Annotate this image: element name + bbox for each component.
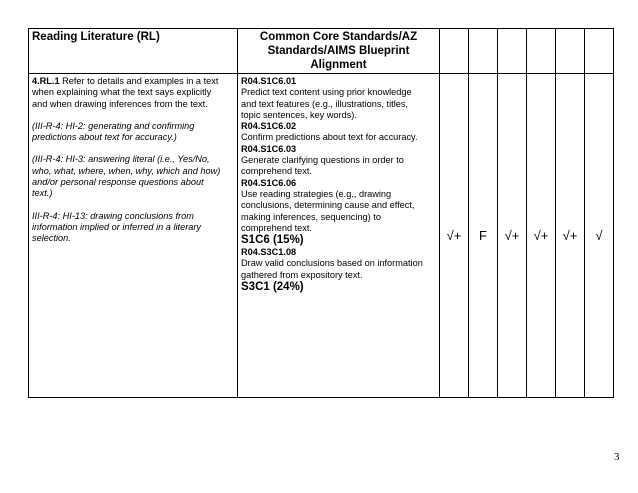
blueprint-percentage: S1C6 (15%) — [241, 234, 304, 247]
hi-note: (III-R-4: HI-3: answering literal (i.e., Yes/No, — [32, 154, 210, 165]
check-mark-cell: F — [469, 74, 498, 398]
az-standard-text: Generate clarifying questions in order to — [241, 155, 404, 166]
check-mark-cell: √+ — [556, 74, 585, 398]
check-mark-cell: √ — [585, 74, 614, 398]
standard-code: 4.RL.1 — [32, 76, 60, 86]
check-mark-cell: √+ — [527, 74, 556, 398]
hi-note: III-R-4: HI-13: drawing conclusions from — [32, 210, 194, 221]
hi-note: selection. — [32, 233, 71, 244]
hi-note: text.) — [32, 188, 53, 199]
az-standard-text: Draw valid conclusions based on information — [241, 258, 423, 269]
az-standard-text: conclusions, determining cause and effect, — [241, 200, 415, 211]
hi-note: who, what, where, when, why, which and how) — [32, 165, 221, 176]
reading-literature-standard — [29, 74, 238, 398]
header-empty-cell — [498, 29, 527, 74]
az-standard-text: comprehend text. — [241, 222, 312, 233]
az-standard-code: R04.S3C1.08 — [241, 247, 297, 258]
blueprint-percentage: S3C1 (24%) — [241, 281, 304, 294]
page-number: 3 — [614, 451, 620, 463]
az-standards-alignment — [238, 74, 440, 398]
az-standard-code: R04.S1C6.01 — [241, 76, 297, 86]
az-standard-text: Predict text content using prior knowledge — [241, 87, 412, 98]
header-cc-line2: Standards/AIMS Blueprint — [267, 45, 410, 57]
header-reading-literature — [29, 29, 238, 74]
standard-row — [29, 74, 614, 398]
hi-note: information implied or inferred in a literary — [32, 221, 202, 232]
az-standard-text: Use reading strategies (e.g., drawing — [241, 188, 392, 199]
az-standard-text: comprehend text. — [241, 166, 312, 177]
az-standard-text: Confirm predictions about text for accuracy. — [241, 132, 418, 143]
check-mark-cell: √+ — [440, 74, 469, 398]
header-cc-line1: Common Core Standards/AZ — [259, 31, 418, 43]
standard-text: when explaining what the text says explicitly — [32, 87, 212, 98]
hi-note: and/or personal response questions about — [32, 177, 204, 188]
header-empty-cell — [527, 29, 556, 74]
header-empty-cell — [585, 29, 614, 74]
header-empty-cell — [469, 29, 498, 74]
standard-text: Refer to details and examples in a text — [59, 76, 219, 86]
header-rl-text: Reading Literature (RL) — [32, 31, 160, 43]
header-cc-line3: Alignment — [310, 59, 367, 71]
header-empty-cell — [440, 29, 469, 74]
header-empty-cell — [556, 29, 585, 74]
az-standard-text: making inferences, sequencing) to — [241, 211, 381, 222]
standard-text: and when drawing inferences from the text. — [32, 98, 208, 109]
az-standard-text: topic sentences, key words). — [241, 109, 357, 120]
hi-note: (III-R-4: HI-2: generating and confirming — [32, 120, 195, 131]
header-common-core — [238, 29, 440, 74]
header-row — [29, 29, 614, 74]
az-standard-code: R04.S1C6.02 — [241, 121, 297, 132]
standards-alignment-table — [28, 28, 614, 398]
az-standard-text: gathered from expository text. — [241, 269, 363, 280]
hi-note: predictions about text for accuracy.) — [32, 132, 177, 143]
check-mark-cell: √+ — [498, 74, 527, 398]
az-standard-code: R04.S1C6.03 — [241, 143, 297, 154]
az-standard-text: and text features (e.g., illustrations, titles, — [241, 98, 408, 109]
az-standard-code: R04.S1C6.06 — [241, 177, 297, 188]
